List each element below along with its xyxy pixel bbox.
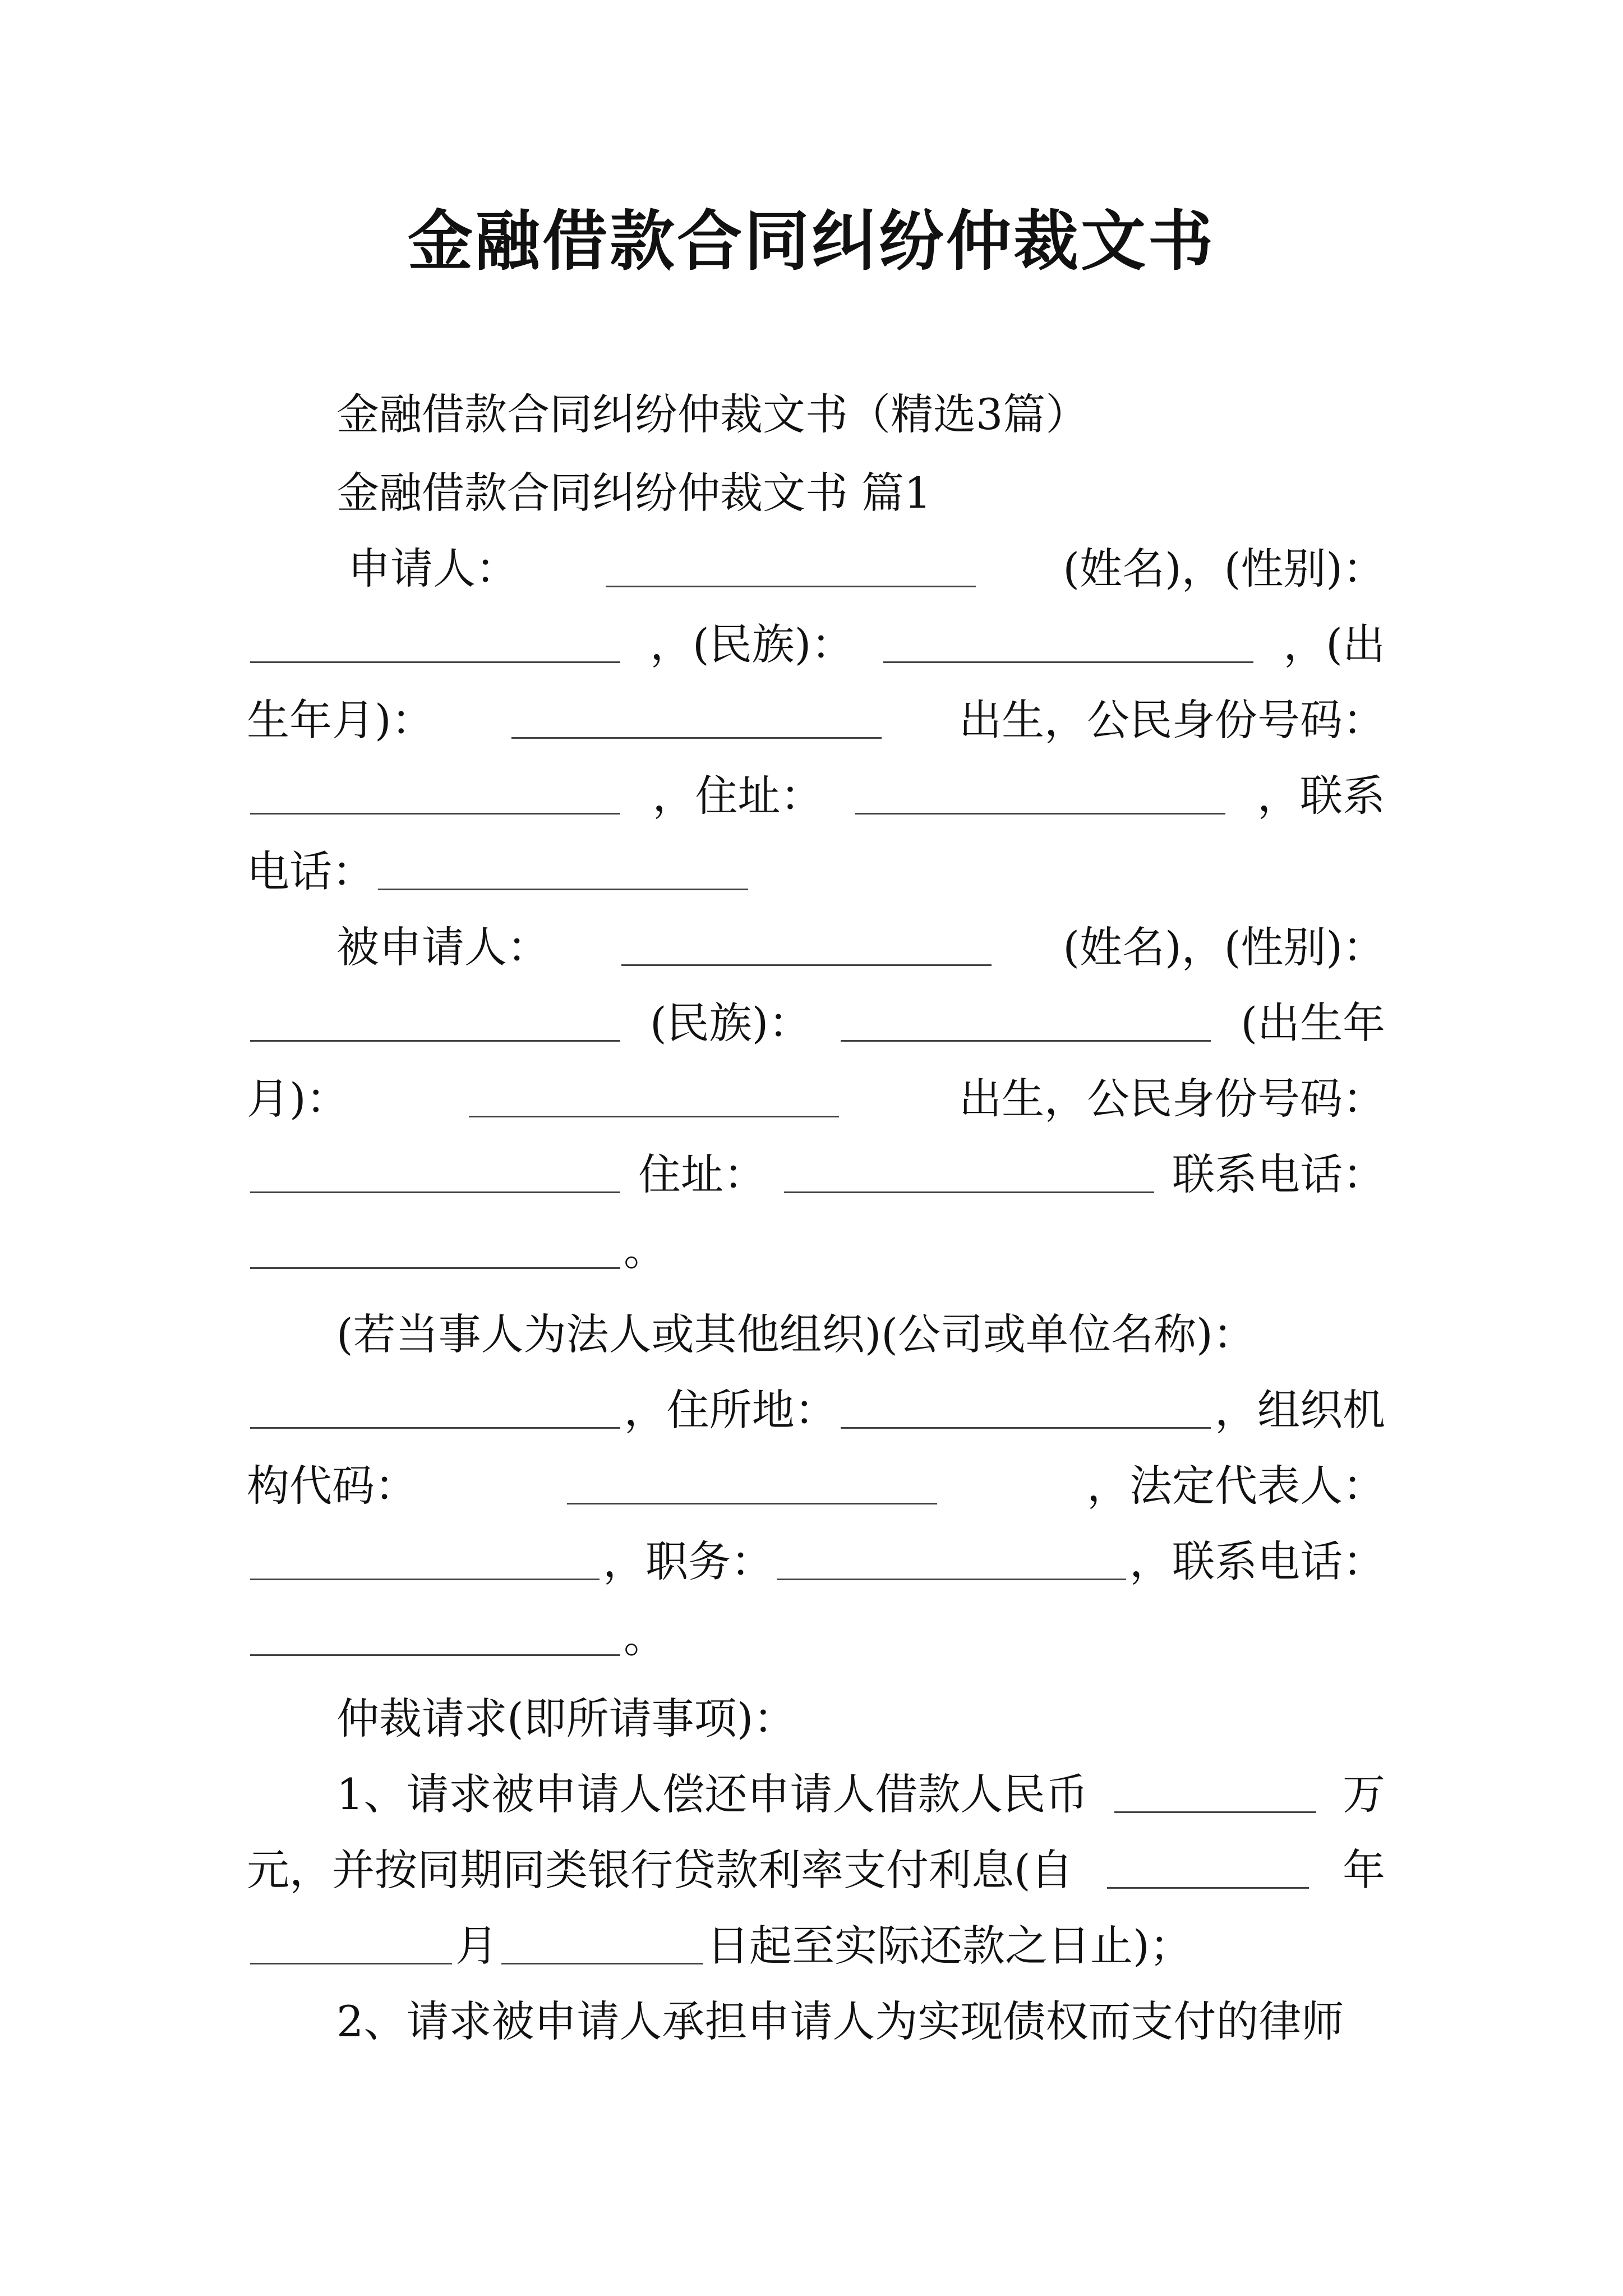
- org-end-mark: 。: [624, 1612, 666, 1662]
- respondent-line-4: [247, 1142, 1385, 1208]
- id-label: 出生，公民身份号码：: [959, 695, 1385, 745]
- ethnicity-label: ，(民族)：: [650, 619, 854, 669]
- legal-rep-label: ，法定代表人：: [1087, 1461, 1385, 1511]
- name-gender-label: (姓名)，(性别)：: [1063, 544, 1385, 593]
- company-name-blank[interactable]: [250, 1392, 620, 1429]
- org-code-blank[interactable]: [567, 1468, 937, 1504]
- address-blank[interactable]: [855, 778, 1225, 815]
- interest-month-blank[interactable]: [250, 1928, 452, 1964]
- org-phone-label: ，联系电话：: [1129, 1536, 1385, 1586]
- year-label: 年: [1343, 1845, 1385, 1895]
- applicant-label: 申请人：: [348, 544, 518, 593]
- applicant-line-4: [247, 763, 1385, 829]
- org-line-5: [247, 1604, 1385, 1671]
- name-blank[interactable]: [606, 551, 976, 587]
- claim-1-interest-text: 元，并按同期同类银行贷款利率支付利息(自: [247, 1845, 1073, 1895]
- respondent-birth-blank[interactable]: [469, 1081, 839, 1117]
- position-blank[interactable]: [777, 1544, 1126, 1580]
- respondent-ethnicity-label: (民族)：: [650, 998, 811, 1048]
- claim-1-line-3: [247, 1913, 1385, 1979]
- respondent-line-1: [336, 914, 1385, 981]
- org-code-label-end: 构代码：: [247, 1461, 417, 1511]
- document-title: 金融借款合同纠纷仲裁文书: [408, 203, 1215, 279]
- id-blank[interactable]: [250, 778, 620, 815]
- phone-label: 电话：: [247, 846, 375, 896]
- applicant-line-2: [247, 611, 1385, 678]
- org-phone-blank[interactable]: [250, 1619, 620, 1656]
- contact-label-start: ，联系: [1257, 771, 1385, 821]
- respondent-id-blank[interactable]: [250, 1157, 620, 1193]
- phone-blank[interactable]: [378, 854, 748, 890]
- birth-label-end: 生年月)：: [247, 695, 434, 745]
- respondent-birth-label-start: (出生年: [1241, 998, 1385, 1048]
- respondent-id-label: 出生，公民身份号码：: [959, 1074, 1385, 1124]
- claim-1-unit: 万: [1342, 1769, 1385, 1819]
- interest-year-blank[interactable]: [1107, 1852, 1309, 1889]
- respondent-line-2: [247, 990, 1385, 1056]
- applicant-line-5: [247, 839, 1385, 905]
- loan-amount-blank[interactable]: [1114, 1777, 1316, 1813]
- applicant-line-3: [247, 687, 1385, 753]
- claim-1-line-2: [247, 1837, 1385, 1903]
- org-line-2: [247, 1377, 1385, 1443]
- position-label: ，职务：: [603, 1536, 773, 1586]
- respondent-line-3: [247, 1066, 1385, 1132]
- respondent-name-blank[interactable]: [621, 930, 992, 966]
- org-line-4: [247, 1529, 1385, 1595]
- interest-day-blank[interactable]: [501, 1928, 703, 1964]
- legal-rep-blank[interactable]: [250, 1544, 600, 1580]
- respondent-ethnicity-blank[interactable]: [841, 1005, 1211, 1042]
- respondent-birth-label-end: 月)：: [247, 1074, 349, 1124]
- org-intro: (若当事人为法人或其他组织)(公司或单位名称)：: [336, 1309, 1256, 1359]
- address-label: ，住址：: [652, 771, 823, 821]
- claim-1-line-1: [336, 1761, 1385, 1828]
- org-line-3: [247, 1453, 1385, 1519]
- subtitle: 金融借款合同纠纷仲裁文书（精选3篇）: [336, 389, 1089, 439]
- respondent-line-5: [247, 1217, 1385, 1283]
- claims-heading: 仲裁请求(即所请事项)：: [336, 1694, 796, 1743]
- month-label: 月: [455, 1921, 498, 1971]
- respondent-phone-blank[interactable]: [250, 1232, 620, 1269]
- respondent-address-label: 住址：: [638, 1149, 766, 1199]
- respondent-phone-label: 联系电话：: [1172, 1149, 1385, 1199]
- respondent-end-mark: 。: [624, 1225, 666, 1275]
- gender-blank[interactable]: [250, 627, 620, 663]
- day-label: 日起至实际还款之日止)；: [707, 1921, 1192, 1971]
- respondent-name-gender-label: (姓名)，(性别)：: [1063, 922, 1385, 972]
- claim-2-line-1: 2、请求被申请人承担申请人为实现债权而支付的律师: [336, 1996, 1344, 2046]
- ethnicity-blank[interactable]: [883, 627, 1253, 663]
- applicant-line-1: [348, 536, 1385, 602]
- respondent-label: 被申请人：: [336, 922, 550, 972]
- claim-1-text: 1、请求被申请人偿还申请人借款人民币: [336, 1769, 1089, 1819]
- birth-label-start: ，(出: [1283, 619, 1385, 669]
- residence-label: ，住所地：: [624, 1385, 837, 1435]
- residence-blank[interactable]: [841, 1392, 1211, 1429]
- respondent-gender-blank[interactable]: [250, 1005, 620, 1042]
- birth-blank[interactable]: [511, 702, 882, 739]
- section-heading: 金融借款合同纠纷仲裁文书 篇1: [336, 468, 932, 518]
- org-code-label-start: ，组织机: [1214, 1385, 1385, 1435]
- respondent-address-blank[interactable]: [784, 1157, 1154, 1193]
